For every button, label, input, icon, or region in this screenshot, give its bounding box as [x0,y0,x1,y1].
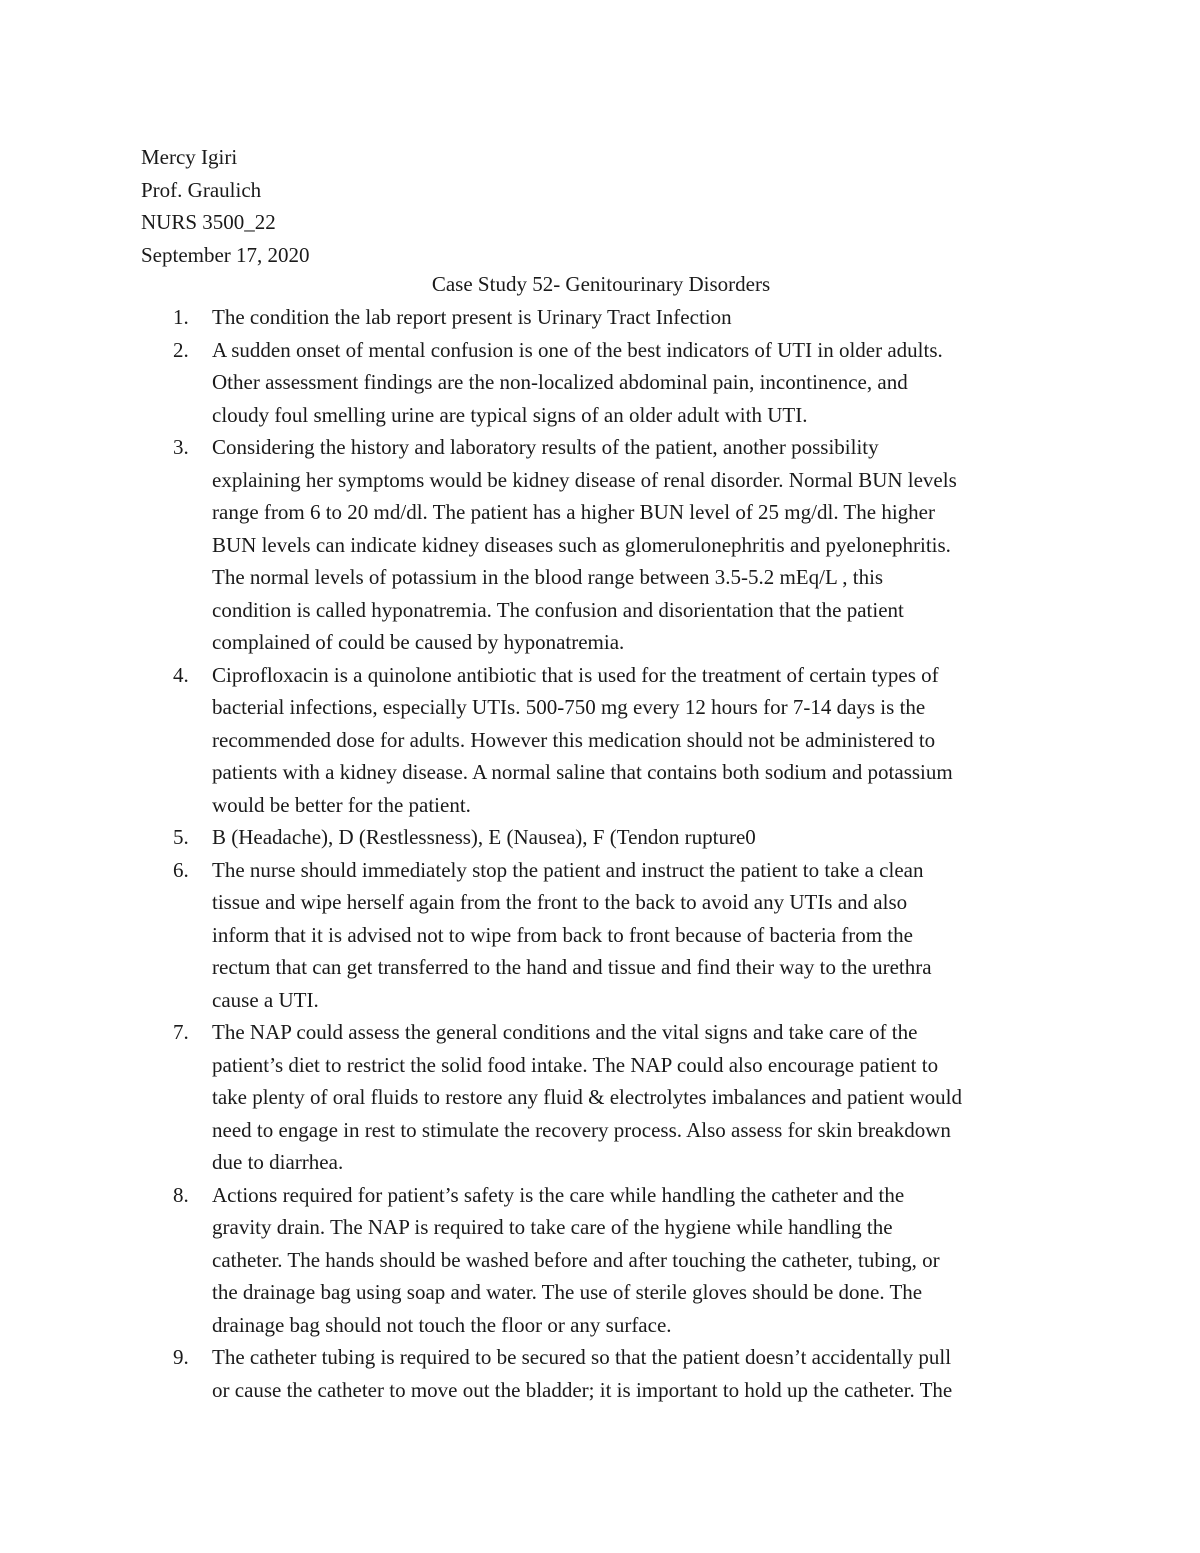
answer-item [141,1179,1061,1342]
answer-item [141,301,1061,334]
answer-line: The nurse should immediately stop the patient and instruct the patient to take a clean [212,857,924,882]
answer-item [141,854,1061,1017]
answer-line: need to engage in rest to stimulate the recovery process. Also assess for skin breakdown [212,1117,951,1142]
document-header [141,141,1061,271]
answer-text [212,334,1061,432]
answer-item [141,1341,1061,1406]
answer-line: Other assessment findings are the non-localized abdominal pain, incontinence, and [212,370,908,394]
answer-text [212,431,1061,659]
answer-line: Ciprofloxacin is a quinolone antibiotic that is used for the treatment of certain types of [212,662,939,687]
answer-line: Considering the history and laboratory results of the patient, another possibility [212,435,879,459]
answer-line: take plenty of oral fluids to restore any fluid & electrolytes imbalances and patient would [212,1085,962,1109]
answer-number: 7. [173,1020,189,1044]
course-code: NURS 3500_22 [141,210,276,234]
answer-line: The condition the lab report present is Urinary Tract Infection [212,305,732,329]
answer-line: inform that it is advised not to wipe from back to front because of bacteria from the [212,922,913,947]
answer-text [212,659,1061,822]
answer-number: 8. [173,1182,189,1207]
answer-number: 3. [173,435,189,459]
answer-line: complained of could be caused by hyponatremia. [212,630,625,654]
answer-item [141,821,1061,854]
answer-line: Actions required for patient’s safety is the care while handling the catheter and the [212,1182,905,1207]
answer-text [212,1179,1061,1342]
answer-item [141,659,1061,822]
answer-line: drainage bag should not touch the floor or any surface. [212,1312,672,1337]
answer-line: The catheter tubing is required to be secured so that the patient doesn’t accidentally pull [212,1345,952,1369]
answer-line: patients with a kidney disease. A normal saline that contains both sodium and potassium [212,760,953,784]
answer-line: gravity drain. The NAP is required to take care of the hygiene while handling the [212,1215,893,1239]
answer-line: the drainage bag using soap and water. The use of sterile gloves should be done. The [212,1280,923,1304]
answer-number: 2. [173,337,189,362]
answer-number: 1. [173,305,189,329]
document-date: September 17, 2020 [141,242,310,267]
answer-line: A sudden onset of mental confusion is one of the best indicators of UTI in older adults. [212,337,943,362]
answer-text [212,1341,1061,1406]
answer-item [141,431,1061,659]
answer-text [212,301,1061,334]
answer-item [141,1016,1061,1179]
answer-text [212,821,1061,854]
answer-line: The NAP could assess the general conditions and the vital signs and take care of the [212,1020,918,1044]
answer-number: 4. [173,662,189,687]
answer-number: 9. [173,1345,189,1369]
answer-line: The normal levels of potassium in the blood range between 3.5-5.2 mEq/L , this [212,565,884,589]
answer-list [141,301,1061,1406]
answer-line: explaining her symptoms would be kidney disease of renal disorder. Normal BUN levels [212,467,957,492]
answer-line: BUN levels can indicate kidney diseases such as glomerulonephritis and pyelonephritis. [212,532,951,557]
answer-item [141,334,1061,432]
document-title: Case Study 52- Genitourinary Disorders [431,272,771,296]
answer-line: rectum that can get transferred to the hand and tissue and find their way to the urethra [212,955,932,979]
answer-number: 6. [173,857,189,882]
answer-line: or cause the catheter to move out the bladder; it is important to hold up the catheter. The [212,1377,953,1402]
answer-line: bacterial infections, especially UTIs. 500-750 mg every 12 hours for 7-14 days is the [212,695,926,719]
answer-line: cause a UTI. [212,987,319,1012]
author-name: Mercy Igiri [141,145,238,169]
answer-line: patient’s diet to restrict the solid food intake. The NAP could also encourage patient to [212,1052,939,1077]
answer-number: 5. [173,825,189,849]
answer-line: would be better for the patient. [212,792,471,817]
answer-line: range from 6 to 20 md/dl. The patient has a higher BUN level of 25 mg/dl. The higher [212,500,935,524]
answer-line: due to diarrhea. [212,1150,344,1174]
answer-line: cloudy foul smelling urine are typical signs of an older adult with UTI. [212,402,808,427]
answer-line: catheter. The hands should be washed before and after touching the catheter, tubing, or [212,1247,940,1272]
professor-name: Prof. Graulich [141,177,262,202]
answer-line: recommended dose for adults. However this medication should not be administered to [212,727,936,752]
answer-text [212,1016,1061,1179]
answer-text [212,854,1061,1017]
answer-line: tissue and wipe herself again from the front to the back to avoid any UTIs and also [212,890,908,914]
answer-line: condition is called hyponatremia. The confusion and disorientation that the patient [212,597,904,622]
answer-line: B (Headache), D (Restlessness), E (Nausea), F (Tendon rupture0 [212,825,756,849]
